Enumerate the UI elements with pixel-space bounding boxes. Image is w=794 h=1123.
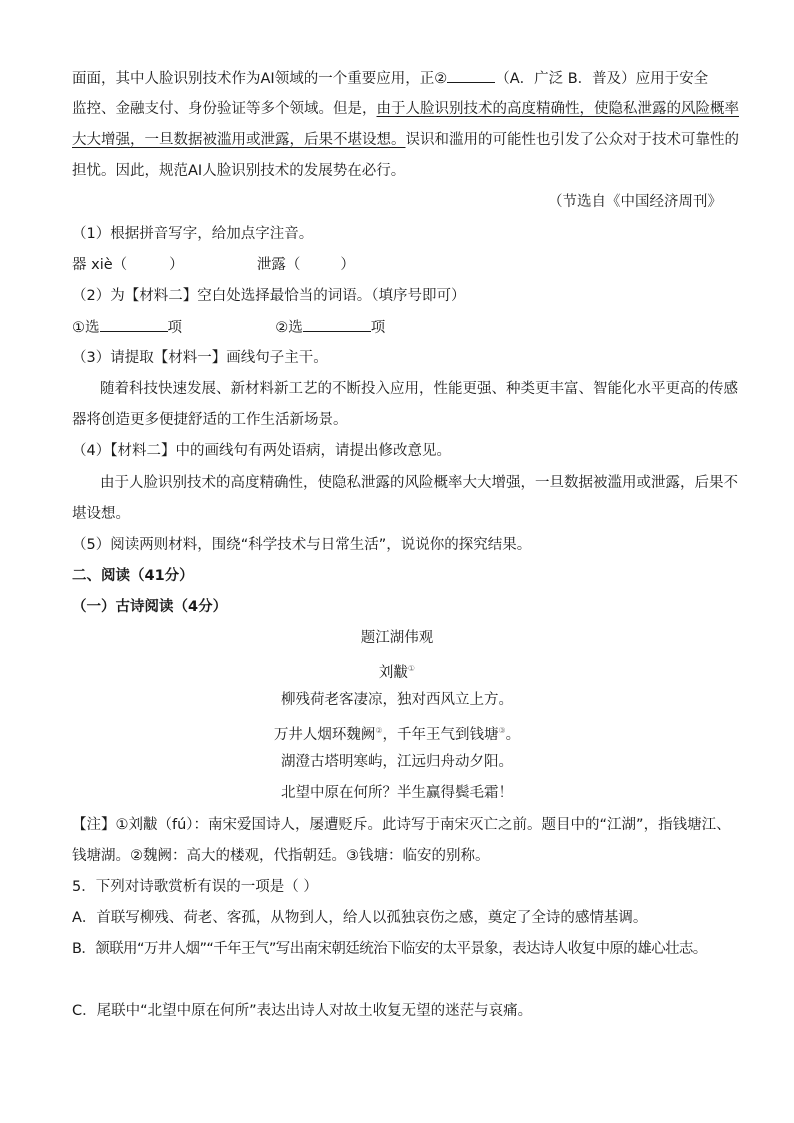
question-5-title: （5）阅读两则材料，围绕“科学技术与日常生活”，说说你的探究结果。 (72, 537, 532, 553)
question-1-items: 器 xiè（ ） 泄露（ ） (72, 257, 355, 273)
poem-title: 题江湖伟观 (360, 630, 434, 646)
poem-line-2: 万井人烟环魏阙②，千年王气到钱塘③。 (273, 726, 521, 743)
mc-option-b[interactable]: B．颔联用“万井人烟”“千年王气”写出南宋朝廷统治下临安的太平景象，表达诗人收复中原的雄心壮志。 (72, 941, 707, 957)
para-line-4: 担忧。因此，规范AI人脸识别技术的发展势在必行。 (72, 163, 406, 179)
underlined-sentence: 由于人脸识别技术的高度精确性，使隐私泄露的风险概率 (376, 101, 739, 117)
answer-blank-2[interactable] (447, 68, 495, 83)
question-2-options: ①选 项 ②选 项 (72, 317, 385, 338)
mc-option-a[interactable]: A．首联写柳残、荷老、客孤，从物到人，给人以孤独哀伤之感，奠定了全诗的感情基调。 (72, 910, 648, 926)
note-line-1: 【注】①刘黻（fú）：南宋爱国诗人，屡遭贬斥。此诗写于南宋灭亡之前。题目中的“江湖”，指钱塘江、 (72, 817, 731, 833)
question-3-title: （3）请提取【材料一】画线句子主干。 (72, 350, 328, 366)
question-2-title: （2）为【材料二】空白处选择最恰当的词语。（填序号即可） (72, 288, 466, 304)
question-3-sentence-2: 器将创造更多便捷舒适的工作生活新场景。 (72, 412, 348, 428)
question-4-sentence-2: 堪设想。 (72, 506, 130, 522)
question-4-sentence-1: 由于人脸识别技术的高度精确性，使隐私泄露的风险概率大大增强，一旦数据被滥用或泄露，后果不 (100, 475, 738, 491)
poem-line-1: 柳残荷老客凄凉，独对西风立上方。 (281, 692, 513, 708)
source-citation: （节选自《中国经济周刊》 (548, 194, 722, 210)
footnote-mark-1: ① (407, 664, 416, 673)
poem-author: 刘黻① (378, 664, 416, 681)
footnote-mark-2: ② (375, 726, 383, 735)
question-1-title: （1）根据拼音写字，给加点字注音。 (72, 226, 314, 242)
mc-option-c[interactable]: C．尾联中“北望中原在何所”表达出诗人对故土收复无望的迷茫与哀痛。 (72, 1003, 533, 1019)
note-line-2: 钱塘湖。②魏阙：高大的楼观，代指朝廷。③钱塘：临安的别称。 (72, 848, 490, 864)
underlined-sentence-cont: 大大增强，一旦数据被滥用或泄露，后果不堪设想。 (72, 132, 406, 148)
para-line-3: 大大增强，一旦数据被滥用或泄露，后果不堪设想。误识和滥用的可能性也引发了公众对于技术可靠性的 (72, 132, 739, 148)
section-2-subtitle: （一）古诗阅读（4分） (72, 599, 228, 615)
question-4-title: （4）【材料二】中的画线句有两处语病，请提出修改意见。 (72, 443, 451, 459)
section-2-title: 二、阅读（41分） (72, 568, 194, 584)
mc-question-stem: 5．下列对诗歌赏析有误的一项是（ ） (72, 879, 318, 895)
question-3-sentence-1: 随着科技快速发展、新材料新工艺的不断投入应用，性能更强、种类更丰富、智能化水平更高的传感 (100, 381, 738, 397)
poem-line-3: 湖澄古塔明寒屿，江远归舟动夕阳。 (281, 754, 513, 770)
option-1-blank[interactable] (100, 317, 168, 332)
poem-line-4: 北望中原在何所？半生赢得鬓毛霜！ (281, 785, 513, 801)
para-line-1: 面面，其中人脸识别技术作为AI领域的一个重要应用，正② （A．广泛 B．普及）应用于安全 (72, 68, 708, 89)
para-line-2: 监控、金融支付、身份验证等多个领域。但是，由于人脸识别技术的高度精确性，使隐私泄露的风险概率 (72, 101, 739, 117)
option-2-blank[interactable] (303, 317, 371, 332)
footnote-mark-3: ③ (498, 726, 506, 735)
